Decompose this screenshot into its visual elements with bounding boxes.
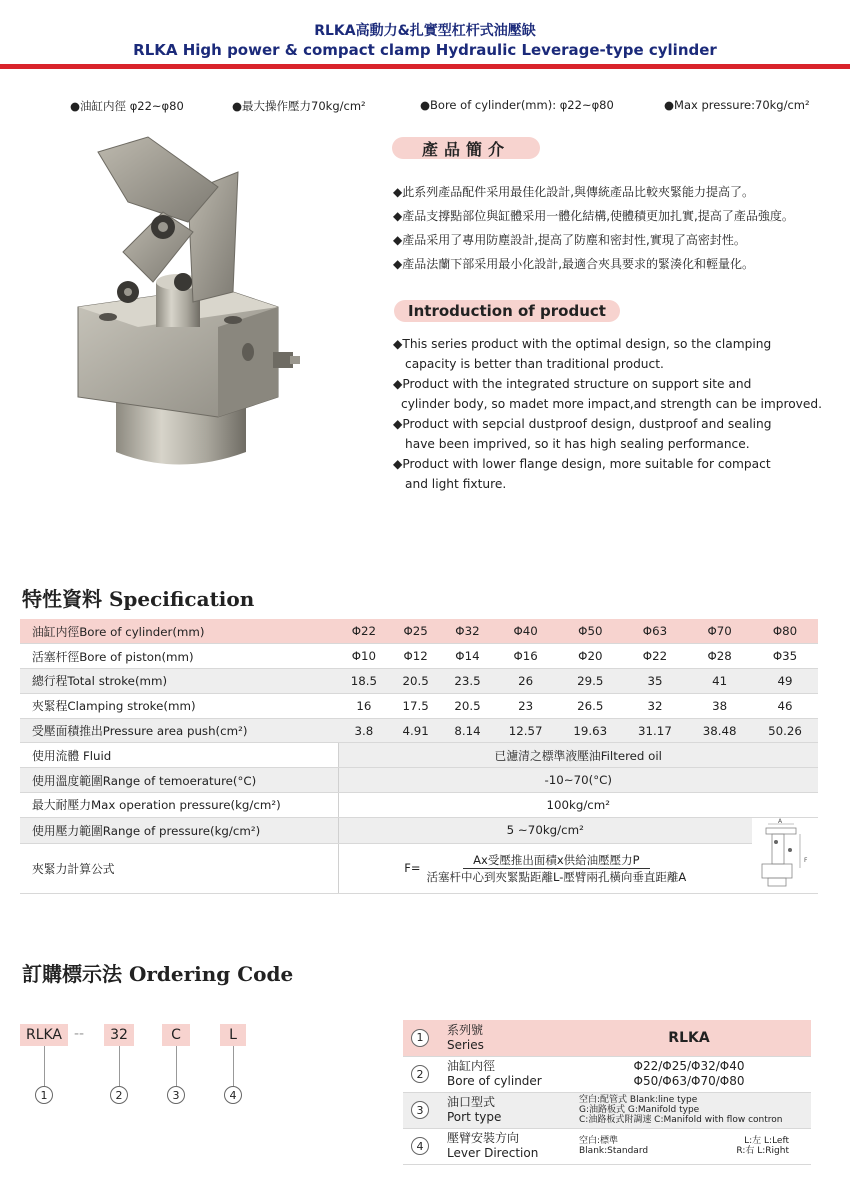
table-cell: 32	[623, 693, 688, 718]
table-cell: 18.5	[338, 669, 390, 694]
max-pressure-value: 100kg/cm²	[338, 793, 818, 818]
port-type-line: C:油路板式附調速 C:Manifold with flow contron	[579, 1115, 783, 1125]
formula-numerator: Ax受壓推出面積x供給油壓壓力P	[463, 852, 649, 869]
product-photo	[68, 132, 308, 472]
table-row	[20, 718, 818, 743]
direction-values	[567, 1128, 811, 1164]
intro-line-en: have been imprived, so it has high sealing performance.	[405, 437, 750, 451]
table-cell: Φ20	[558, 644, 623, 669]
bullet-pressure-en: ●Max pressure:70kg/cm²	[664, 98, 810, 112]
intro-line-en: cylinder body, so madet more impact,and strength can be improved.	[401, 397, 822, 411]
key-specs-row	[0, 98, 850, 116]
formula-cell	[338, 843, 752, 893]
table-cell: Φ40	[493, 619, 558, 644]
table-cell: 4.91	[390, 718, 442, 743]
port-type-line: 空白:配管式 Blank:line type	[579, 1095, 698, 1105]
intro-line-en: ◆This series product with the optimal design, so the clamping	[393, 337, 772, 351]
table-cell: Φ35	[752, 644, 818, 669]
bore-values-line: Φ50/Φ63/Φ70/Φ80	[633, 1074, 745, 1088]
table-row	[403, 1092, 811, 1128]
intro-list-en	[393, 334, 843, 494]
direction-text: R:右 L:Right	[736, 1146, 789, 1156]
code-leader-line	[233, 1046, 234, 1086]
table-row	[20, 619, 818, 644]
table-cell: Φ22	[338, 619, 390, 644]
table-cell: 23.5	[442, 669, 494, 694]
bullet-bore-cn: ●油缸内徑 φ22~φ80	[70, 99, 184, 113]
intro-item-cn: ◆此系列產品配件采用最佳化設計,與傳統產品比較夾緊能力提高了。	[393, 185, 755, 199]
series-value: RLKA	[567, 1020, 811, 1056]
intro-line-en: capacity is better than traditional product.	[405, 357, 664, 371]
table-cell: Φ12	[390, 644, 442, 669]
spec-table	[20, 619, 818, 894]
table-row	[20, 843, 818, 893]
row-label: 活塞杆徑Bore of piston(mm)	[20, 644, 338, 669]
intro-item-cn: ◆產品支撐點部位與缸體采用一體化結構,使體積更加扎實,提高了產品強度。	[393, 209, 794, 223]
code-series: RLKA	[20, 1024, 68, 1046]
code-index-4: 4	[224, 1086, 242, 1104]
bore-values	[567, 1056, 811, 1092]
direction-text: Blank:Standard	[579, 1146, 649, 1156]
clamp-diagram-cell	[752, 817, 818, 893]
direction-line	[579, 1136, 811, 1146]
table-cell: Φ50	[558, 619, 623, 644]
row-index	[403, 1056, 437, 1092]
name-en: Series	[447, 1037, 484, 1052]
table-row	[20, 669, 818, 694]
table-cell: Φ28	[687, 644, 752, 669]
port-type-line: G:油路板式 G:Manifold type	[579, 1105, 700, 1115]
table-cell: Φ16	[493, 644, 558, 669]
intro-line-en: ◆Product with sepcial dustproof design, dustproof and sealing	[393, 417, 772, 431]
row-index	[403, 1092, 437, 1128]
table-row	[20, 644, 818, 669]
table-cell: 26.5	[558, 693, 623, 718]
title-chinese: RLKA高動力&扎實型杠杆式油壓缺	[314, 23, 536, 39]
row-name	[437, 1128, 567, 1164]
code-leader-line	[119, 1046, 120, 1086]
intro-line-en: and light fixture.	[405, 477, 507, 491]
name-cn: 壓臂安裝方向	[447, 1131, 520, 1145]
table-cell: 3.8	[338, 718, 390, 743]
table-row	[403, 1056, 811, 1092]
code-index-2: 2	[110, 1086, 128, 1104]
intro-line-en: ◆Product with the integrated structure on support site and	[393, 377, 752, 391]
table-cell: Φ25	[390, 619, 442, 644]
table-cell: 29.5	[558, 669, 623, 694]
table-cell: 35	[623, 669, 688, 694]
table-cell: 20.5	[442, 693, 494, 718]
table-cell: 26	[493, 669, 558, 694]
table-cell: Φ70	[687, 619, 752, 644]
table-cell: 23	[493, 693, 558, 718]
table-cell: 49	[752, 669, 818, 694]
table-cell: 20.5	[390, 669, 442, 694]
table-cell: Φ32	[442, 619, 494, 644]
ordering-section-title: 訂購標示法 Ordering Code	[22, 962, 294, 986]
row-label: 夾緊力計算公式	[20, 843, 338, 893]
row-label: 夾緊程Clamping stroke(mm)	[20, 693, 338, 718]
table-cell: 19.63	[558, 718, 623, 743]
index-circle: 1	[411, 1029, 429, 1047]
diagram-label-a: A	[778, 817, 783, 825]
bullet-pressure-cn: ●最大操作壓力70kg/cm²	[232, 99, 366, 113]
code-port: C	[162, 1024, 190, 1046]
table-cell: 50.26	[752, 718, 818, 743]
code-leader-line	[44, 1046, 45, 1086]
direction-line	[579, 1146, 811, 1156]
row-label: 使用壓力範圍Range of pressure(kg/cm²)	[20, 817, 338, 843]
table-cell: 16	[338, 693, 390, 718]
row-label: 受壓面積推出Pressure area push(cm²)	[20, 718, 338, 743]
intro-heading-cn: 產品簡介	[392, 137, 540, 159]
intro-line-en: ◆Product with lower flange design, more suitable for compact	[393, 457, 771, 471]
bore-values-line: Φ22/Φ25/Φ32/Φ40	[633, 1059, 745, 1073]
name-en: Lever Direction	[447, 1146, 539, 1160]
row-label: 使用流體 Fluid	[20, 743, 338, 768]
table-cell: Φ80	[752, 619, 818, 644]
header-red-rule	[0, 64, 850, 69]
port-type-values	[567, 1092, 811, 1128]
table-cell: 38	[687, 693, 752, 718]
row-name	[437, 1056, 567, 1092]
table-row	[20, 817, 818, 843]
table-row	[403, 1020, 811, 1056]
row-label: 總行程Total stroke(mm)	[20, 669, 338, 694]
row-index	[403, 1128, 437, 1164]
title-english: RLKA High power & compact clamp Hydraulic Leverage-type cylinder	[133, 41, 717, 59]
code-index-3: 3	[167, 1086, 185, 1104]
row-name	[437, 1020, 567, 1056]
table-cell: 31.17	[623, 718, 688, 743]
row-label: 使用溫度範圍Range of temoerature(°C)	[20, 768, 338, 793]
table-cell: 41	[687, 669, 752, 694]
temperature-value: -10~70(°C)	[338, 768, 818, 793]
name-cn: 系列號	[447, 1022, 484, 1037]
index-circle: 2	[411, 1065, 429, 1083]
code-direction: L	[220, 1024, 246, 1046]
code-bore: 32	[104, 1024, 134, 1046]
table-cell: 17.5	[390, 693, 442, 718]
clamp-force-diagram	[754, 818, 816, 890]
index-circle: 3	[411, 1101, 429, 1119]
direction-text: L:左 L:Left	[744, 1136, 789, 1146]
row-label: 最大耐壓力Max operation pressure(kg/cm²)	[20, 793, 338, 818]
table-cell: Φ22	[623, 644, 688, 669]
direction-text: 空白:標準	[579, 1136, 619, 1146]
page-header	[0, 0, 850, 72]
table-row	[20, 743, 818, 768]
table-cell: 8.14	[442, 718, 494, 743]
table-cell: Φ10	[338, 644, 390, 669]
table-cell: Φ63	[623, 619, 688, 644]
table-cell: Φ14	[442, 644, 494, 669]
name-en: Bore of cylinder	[447, 1074, 542, 1088]
code-dash: --	[74, 1026, 85, 1042]
table-row	[20, 793, 818, 818]
intro-item-cn: ◆產品法蘭下部采用最小化設計,最適合夾具要求的緊湊化和輕量化。	[393, 257, 755, 271]
intro-item-cn: ◆產品采用了專用防塵設計,提高了防塵和密封性,實現了高密封性。	[393, 233, 746, 247]
bullet-bore-en: ●Bore of cylinder(mm): φ22~φ80	[420, 98, 614, 112]
table-row	[403, 1128, 811, 1164]
code-leader-line	[176, 1046, 177, 1086]
table-row	[20, 693, 818, 718]
diagram-label-f: F	[804, 856, 808, 864]
ordering-table	[403, 1020, 811, 1165]
row-index	[403, 1020, 437, 1056]
formula-prefix: F=	[404, 861, 421, 876]
table-cell: 12.57	[493, 718, 558, 743]
name-cn: 油缸内徑	[447, 1059, 496, 1073]
table-cell: 38.48	[687, 718, 752, 743]
formula-denominator: 活塞杆中心到夾緊點距離L-壓臂兩孔橫向垂直距離A	[426, 869, 687, 884]
code-index-1: 1	[35, 1086, 53, 1104]
row-name	[437, 1092, 567, 1128]
name-cn: 油口型式	[447, 1095, 496, 1109]
index-circle: 4	[411, 1137, 429, 1155]
pressure-range-value: 5 ~70kg/cm²	[338, 817, 752, 843]
spec-section-title: 特性資料 Specification	[22, 587, 255, 611]
intro-heading-en: Introduction of product	[394, 300, 620, 322]
row-label: 油缸内徑Bore of cylinder(mm)	[20, 619, 338, 644]
intro-list-cn	[393, 180, 843, 276]
table-cell: 46	[752, 693, 818, 718]
fluid-value: 已濾清之標準液壓油Filtered oil	[338, 743, 818, 768]
name-en: Port type	[447, 1110, 502, 1124]
table-row	[20, 768, 818, 793]
